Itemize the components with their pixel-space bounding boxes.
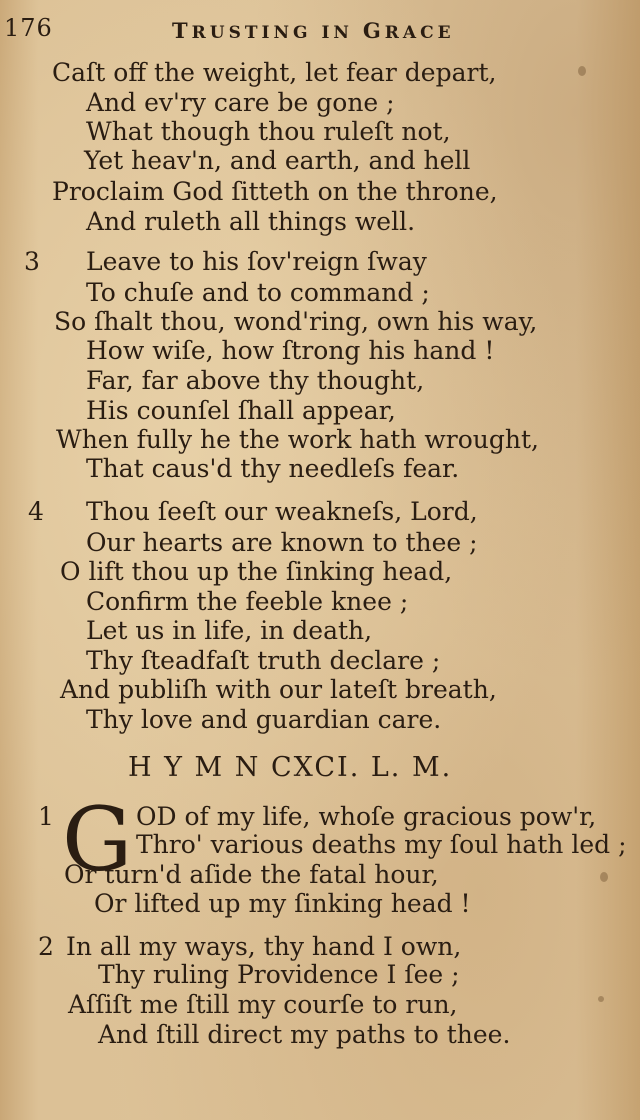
verse-line: And publiſh with our lateſt breath, bbox=[60, 675, 497, 704]
paper-blemish bbox=[600, 872, 608, 882]
page-number: 176 bbox=[4, 14, 53, 42]
running-title-cap-2: G bbox=[362, 18, 385, 43]
stanza-number: 3 bbox=[24, 247, 40, 276]
verse-line: And ſtill direct my paths to thee. bbox=[98, 1020, 511, 1049]
verse-line: OD of my life, whoſe gracious pow'r, bbox=[136, 802, 597, 831]
verse-line: Aſſiſt me ſtill my courſe to run, bbox=[68, 990, 458, 1019]
verse-line: And ev'ry care be gone ; bbox=[86, 88, 395, 117]
verse-line: Confirm the feeble knee ; bbox=[86, 587, 409, 616]
verse-line: Proclaim God ſitteth on the throne, bbox=[52, 177, 498, 206]
verse-line: How wiſe, how ſtrong his hand ! bbox=[86, 336, 495, 365]
verse-line: Leave to his ſov'reign ſway bbox=[86, 247, 427, 276]
running-title-cap-1: T bbox=[172, 18, 192, 43]
running-title bbox=[172, 18, 455, 43]
verse-line: O lift thou up the ſinking head, bbox=[60, 557, 453, 586]
verse-line: His counſel ſhall appear, bbox=[86, 396, 396, 425]
running-head bbox=[0, 12, 640, 42]
running-title-part-2: RACE bbox=[384, 23, 455, 43]
paper-blemish bbox=[578, 66, 586, 76]
running-title-part-1: RUSTING IN bbox=[191, 23, 363, 43]
verse-line: Yet heav'n, and earth, and hell bbox=[84, 146, 471, 175]
verse-line: What though thou ruleſt not, bbox=[86, 117, 451, 146]
verse-line: That caus'd thy needleſs fear. bbox=[86, 454, 460, 483]
verse-line: Thy ſteadfaſt truth declare ; bbox=[86, 646, 441, 675]
hymn-title: H Y M N CXCI. L. M. bbox=[128, 752, 453, 783]
verse-line: Thy love and guardian care. bbox=[86, 705, 442, 734]
verse-line: Thro' various deaths my ſoul hath led ; bbox=[136, 830, 627, 859]
verse-line: When fully he the work hath wrought, bbox=[56, 425, 539, 454]
verse-line: And ruleth all things well. bbox=[86, 207, 416, 236]
verse-line: To chuſe and to command ; bbox=[86, 278, 430, 307]
verse-line: Thy ruling Providence I ſee ; bbox=[98, 960, 460, 989]
verse-line: Far, far above thy thought, bbox=[86, 366, 425, 395]
verse-line: So ſhalt thou, wond'ring, own his way, bbox=[54, 307, 538, 336]
verse-line: Thou ſeeſt our weakneſs, Lord, bbox=[86, 497, 478, 526]
stanza-number: 4 bbox=[28, 497, 44, 526]
verse-line: Let us in life, in death, bbox=[86, 616, 373, 645]
drop-cap: G bbox=[62, 788, 133, 891]
stanza-number: 1 bbox=[38, 802, 54, 831]
stanza-number: 2 bbox=[38, 932, 54, 961]
verse-line: Or turn'd aſide the fatal hour, bbox=[64, 860, 439, 889]
verse-line: In all my ways, thy hand I own, bbox=[66, 932, 462, 961]
verse-line: Caſt off the weight, let fear depart, bbox=[52, 58, 497, 87]
verse-line: Our hearts are known to thee ; bbox=[86, 528, 478, 557]
paper-blemish bbox=[598, 996, 604, 1002]
verse-line: Or lifted up my ſinking head ! bbox=[94, 889, 471, 918]
